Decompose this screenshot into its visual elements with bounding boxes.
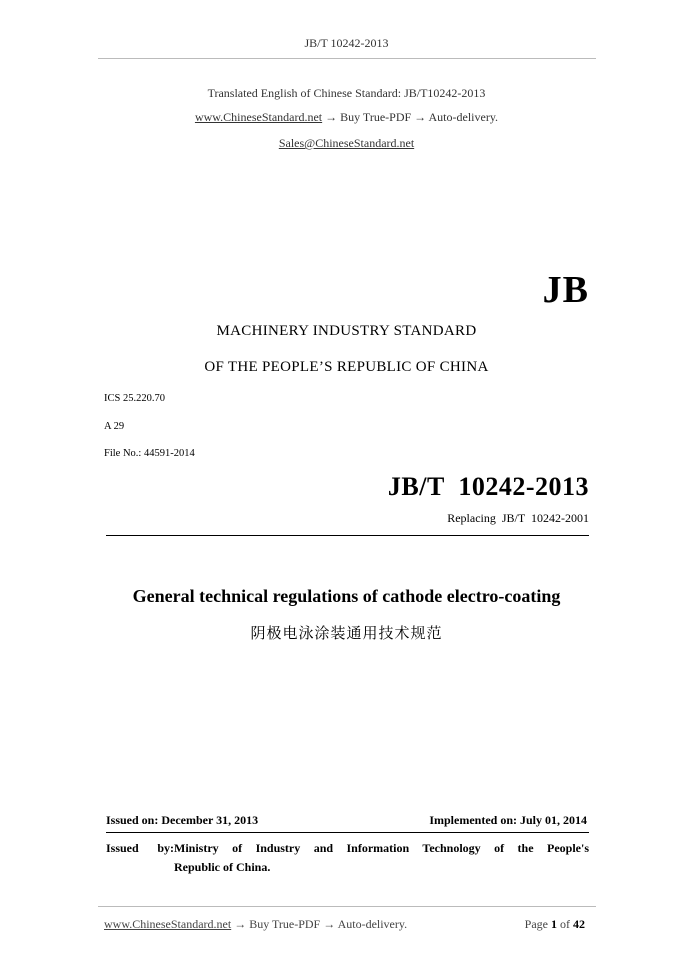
ics-code: ICS 25.220.70 [104,393,165,404]
issued-by-block [106,839,589,877]
jb-logo: JB [542,269,589,311]
document-title-chinese: 阴极电泳涂装通用技术规范 [250,624,443,642]
footer-promo [104,917,407,932]
classification-code: A 29 [104,421,125,432]
main-divider [106,535,589,536]
issued-by-line2: Republic of China. [174,860,271,874]
issuance-divider [106,832,589,833]
purchase-text: → Buy True-PDF → Auto-delivery. [325,110,499,124]
email-line [0,136,693,151]
footer-divider [98,906,596,907]
document-title: General technical regulations of cathode electro-coating [132,586,561,606]
footer-promo-text: → Buy True-PDF → Auto-delivery. [234,917,408,931]
page-number: Page 1 of 42 [524,917,585,931]
site-link[interactable]: www.ChineseStandard.net [194,110,323,124]
issued-on-date: Issued on: December 31, 2013 [106,813,259,827]
standard-code: JB/T 10242-2013 [387,472,589,501]
standard-title-line1: MACHINERY INDUSTRY STANDARD [216,323,477,339]
file-number: File No.: 44591-2014 [104,448,195,459]
sales-email-link[interactable]: Sales@ChineseStandard.net [278,136,415,150]
issued-by-line1: Issued by:Ministry of Industry and Information Technology of the People's [106,839,589,858]
running-header-code: JB/T 10242-2013 [304,36,389,50]
implemented-on-date: Implemented on: July 01, 2014 [429,813,587,827]
purchase-line [0,110,693,125]
standard-title-line2: OF THE PEOPLE’S REPUBLIC OF CHINA [204,359,489,375]
footer-site-link[interactable]: www.ChineseStandard.net [104,917,232,931]
translation-notice: Translated English of Chinese Standard: JB/T10242-2013 [207,86,486,100]
header-divider [98,58,596,59]
issued-by-label: Issued by: [106,841,174,855]
replacing-note: Replacing JB/T 10242-2001 [447,511,589,525]
